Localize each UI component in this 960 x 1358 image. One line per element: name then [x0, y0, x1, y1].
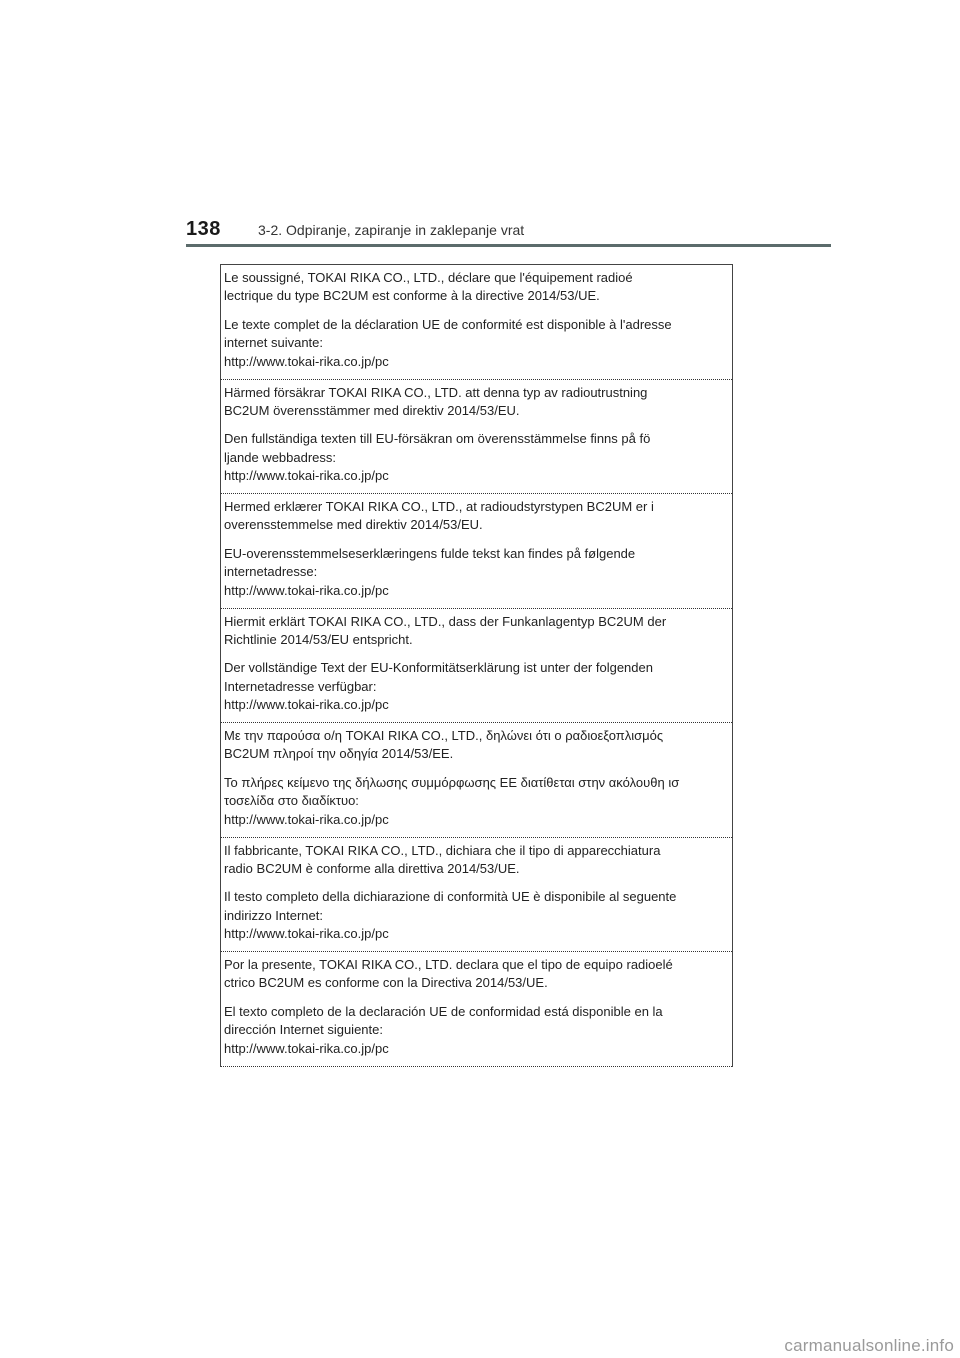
- declaration-url: http://www.tokai-rika.co.jp/pc: [224, 582, 389, 598]
- declaration-availability: EU-overensstemmelseserklæringens fulde tekst kan findes på følgende internetadresse:: [224, 545, 636, 580]
- declaration-statement: Hiermit erklärt TOKAI RIKA CO., LTD., dass der Funkanlagentyp BC2UM der Richtlinie 2014/53/EU entspricht.: [224, 613, 667, 647]
- declaration-availability: El texto completo de la declaración UE de conformidad está disponible en la dirección Internet siguiente:: [224, 1003, 663, 1038]
- declaration-url: http://www.tokai-rika.co.jp/pc: [224, 1040, 389, 1056]
- declaration-availability: Το πλήρες κείμενο της δήλωσης συμμόρφωσης ΕΕ διατίθεται στην ακόλουθη ισ τοσελίδα στο διαδίκτυο:: [224, 774, 680, 809]
- declaration-availability: Den fullständiga texten till EU-försäkran om överensstämmelse finns på fö ljande webbadress:: [224, 431, 651, 465]
- declaration-statement: Härmed försäkrar TOKAI RIKA CO., LTD. att denna typ av radioutrustning BC2UM överensstämmer med direktiv 2014/53/EU.: [224, 384, 648, 418]
- declaration-url: http://www.tokai-rika.co.jp/pc: [224, 811, 389, 827]
- page-header: [186, 216, 831, 246]
- declaration-statement: Le soussigné, TOKAI RIKA CO., LTD., déclare que l'équipement radioé lectrique du type BC2UM est conforme à la directive 2014/53/UE.: [224, 270, 633, 304]
- declaration-url: http://www.tokai-rika.co.jp/pc: [224, 353, 389, 369]
- declaration-statement: Por la presente, TOKAI RIKA CO., LTD. declara que el tipo de equipo radioelé ctrico BC2UM es conforme con la Directiva 2014/53/UE.: [224, 957, 673, 991]
- declaration-statement: Il fabbricante, TOKAI RIKA CO., LTD., dichiara che il tipo di apparecchiatura radio BC2UM è conforme alla direttiva 2014/53/UE.: [224, 842, 661, 876]
- page-number: 138: [186, 218, 221, 240]
- declaration-german: [221, 609, 732, 724]
- declaration-availability: Le texte complet de la déclaration UE de conformité est disponible à l'adresse internet suivante:: [224, 316, 672, 351]
- declaration-availability: Der vollständige Text der EU-Konformitätserklärung ist unter der folgenden Internetadresse verfügbar:: [224, 660, 653, 694]
- site-watermark: carmanualsonline.info: [784, 1336, 954, 1355]
- declaration-url: http://www.tokai-rika.co.jp/pc: [224, 926, 389, 942]
- declaration-statement: Με την παρούσα ο/η TOKAI RIKA CO., LTD., δηλώνει ότι ο ραδιοεξοπλισμός BC2UM πληροί την οδηγία 2014/53/ΕΕ.: [224, 728, 664, 762]
- declaration-italian: [221, 838, 732, 953]
- declaration-spanish: [221, 952, 732, 1067]
- declaration-greek: [221, 723, 732, 838]
- header-divider: [186, 244, 831, 247]
- declaration-availability: Il testo completo della dichiarazione di conformità UE è disponibile al seguente indirizzo Internet:: [224, 889, 677, 923]
- declaration-url: http://www.tokai-rika.co.jp/pc: [224, 468, 389, 484]
- declaration-url: http://www.tokai-rika.co.jp/pc: [224, 697, 389, 713]
- section-title: 3-2. Odpiranje, zapiranje in zaklepanje vrat: [258, 222, 525, 238]
- declaration-danish: [221, 494, 732, 609]
- declarations-table: [220, 264, 733, 1067]
- declaration-swedish: [221, 380, 732, 495]
- declaration-french: [221, 265, 732, 380]
- declaration-statement: Hermed erklærer TOKAI RIKA CO., LTD., at radioudstyrstypen BC2UM er i overensstemmelse med direktiv 2014/53/EU.: [224, 499, 654, 533]
